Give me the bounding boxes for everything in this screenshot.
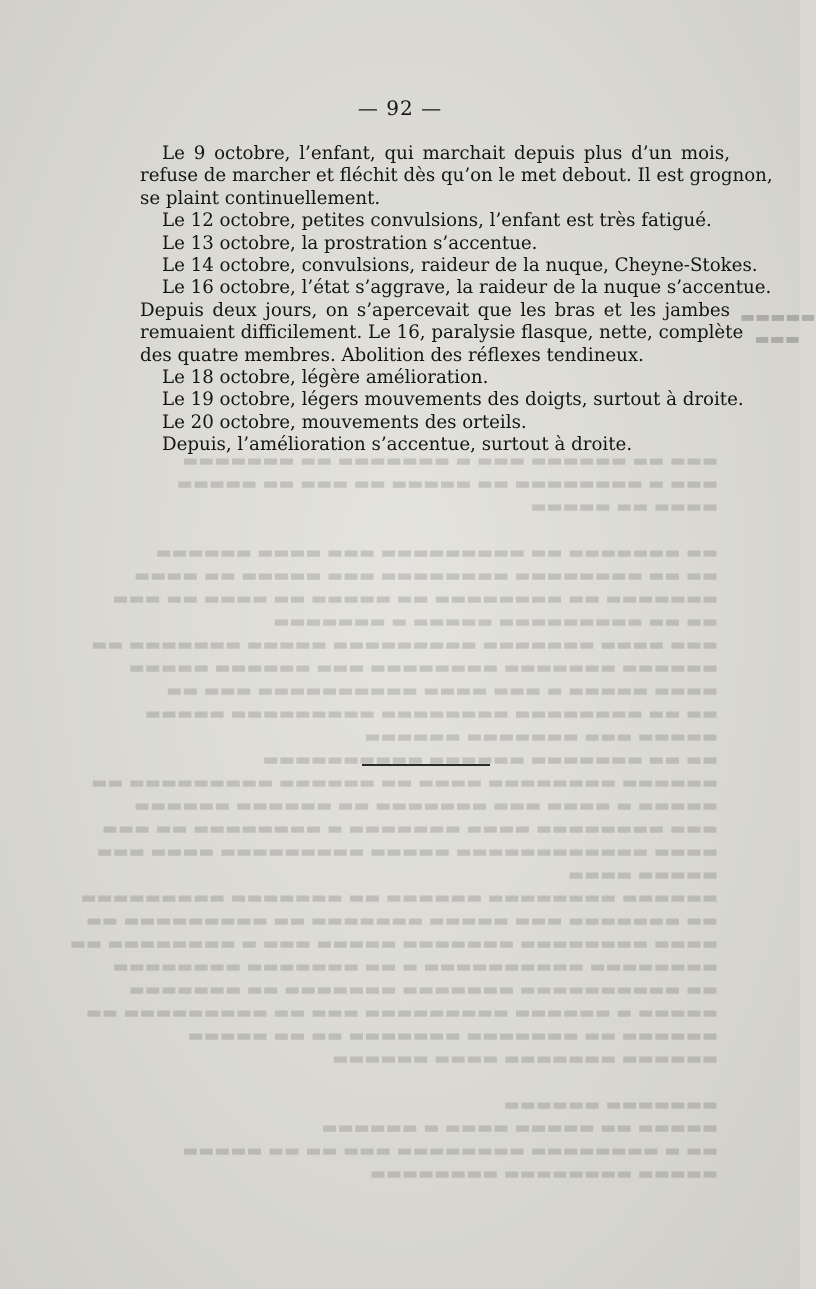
text-line: des quatre membres. Abolition des réflexes tendineux. <box>140 344 644 366</box>
text-line: Le 16 octobre, l’état s’aggrave, la raideur de la nuque s’accentue. <box>162 277 772 299</box>
text-line: Le 20 octobre, mouvements des orteils. <box>162 411 527 433</box>
text-line: Le 12 octobre, petites convulsions, l’enfant est très fatigué. <box>162 210 712 232</box>
text-line: remuaient difficilement. Le 16, paralysie flasque, nette, complète <box>140 322 744 344</box>
text-line: Depuis deux jours, on s’apercevait que les bras et les jambes <box>140 299 730 321</box>
body-text <box>140 143 773 457</box>
text-line: refuse de marcher et fléchit dès qu’on le met debout. Il est grognon, <box>140 165 773 187</box>
text-line: Le 9 octobre, l’enfant, qui marchait depuis plus d’un mois, <box>162 143 730 164</box>
text-line: Le 14 octobre, convulsions, raideur de la nuque, Cheyne-Stokes. <box>162 255 758 277</box>
text-line: se plaint continuellement. <box>140 187 381 209</box>
text-line: Depuis, l’amélioration s’accentue, surtout à droite. <box>162 434 633 456</box>
show-through-texture: ▬▬▬ ▬▬ ▬▬▬▬▬▬ ▬▬▬ ▬ ▬▬▬▬▬▬▬ ▬▬ ▬▬▬▬▬▬▬ ▬▬▬ ▬ ▬▬▬▬▬▬▬▬ ▬▬ ▬▬▬▬▬ ▬▬ ▬▬▬ ▬▬ ▬▬▬▬▬ ▬▬▬▬ ▬▬ ▬▬▬▬▬ ▬▬ ▬▬▬▬▬▬▬ ▬▬ ▬▬▬▬▬▬▬▬▬ ▬▬▬ ▬▬▬▬ ▬▬▬▬▬▬ ▬▬ ▬▬ ▬▬▬▬▬▬▬▬ ▬▬▬▬▬▬▬▬ ▬▬▬ ▬▬▬▬▬ ▬▬ ▬▬▬▬ ▬▬▬▬▬▬▬ ▬▬ ▬▬▬▬▬▬▬▬ ▬▬ ▬▬▬▬▬ ▬▬ ▬▬▬▬ ▬▬ ▬▬▬ ▬▬ ▬▬ ▬▬▬▬▬▬▬▬▬ ▬▬▬▬▬ ▬ ▬▬▬▬▬▬▬ ▬▬▬ ▬▬▬▬ ▬▬▬▬▬▬▬ ▬▬▬▬▬▬▬▬▬ ▬▬▬▬▬ ▬▬▬▬▬▬▬ ▬▬ ▬▬▬▬▬▬ ▬▬▬▬▬▬▬ ▬▬▬▬▬▬▬▬ ▬▬▬ ▬▬▬▬▬▬ ▬▬▬▬▬ ▬▬▬▬ ▬▬▬▬▬ ▬ ▬▬▬ ▬▬▬▬ ▬▬▬▬▬▬▬▬▬▬ ▬▬▬ ▬▬ ▬▬ ▬▬ ▬▬▬▬▬▬▬▬ ▬▬▬▬▬▬▬▬ ▬▬▬▬▬▬▬▬▬ ▬▬▬▬▬ ▬▬▬▬▬ ▬▬▬ ▬▬▬▬▬▬▬ ▬▬▬▬▬▬ ▬▬ ▬▬ ▬▬▬▬▬▬▬ ▬▬▬▬▬▬ ▬▬▬▬▬▬▬▬▬▬ ▬▬▬▬▬▬ ▬▬▬▬▬▬▬▬ ▬▬▬▬ ▬▬ ▬▬▬▬▬▬ ▬▬▬▬▬▬▬▬▬ ▬▬ ▬▬▬▬▬ ▬ ▬▬▬▬ ▬▬▬ ▬▬▬▬▬▬▬ ▬▬ ▬▬▬▬▬▬ ▬▬▬▬▬▬ ▬▬▬ ▬▬▬▬▬▬▬▬ ▬▬▬▬ ▬▬▬▬▬▬▬ ▬ ▬▬▬▬▬▬▬▬ ▬▬ ▬▬▬ ▬▬▬▬ ▬▬▬▬▬▬▬▬▬▬▬▬ ▬▬▬▬▬ ▬▬▬▬▬▬▬▬▬ ▬▬▬▬ ▬▬▬ ▬▬▬▬▬ ▬▬▬▬ ▬▬▬▬▬▬ ▬▬▬▬▬▬▬▬ ▬▬▬▬▬▬ ▬▬ ▬▬▬▬▬▬▬ ▬▬▬▬▬▬▬▬▬ ▬▬ ▬▬▬▬▬▬▬ ▬▬▬ ▬▬▬▬▬ ▬▬▬▬▬▬▬ ▬▬ ▬▬▬▬▬▬▬▬▬ ▬▬ ▬▬▬▬ ▬▬▬▬▬▬▬▬ ▬▬▬▬▬▬▬ ▬▬▬▬▬ ▬▬▬ ▬ ▬▬▬▬▬▬▬▬ ▬▬ ▬▬▬▬▬▬▬▬ ▬▬▬▬▬▬▬▬▬▬ ▬ ▬▬ ▬▬▬▬▬▬▬ ▬▬▬▬▬▬▬▬ ▬▬ ▬▬▬▬▬▬▬▬▬▬ ▬▬▬▬▬▬▬ ▬▬▬▬▬▬▬ ▬▬ ▬▬▬▬▬▬▬ ▬▬▬▬▬ ▬ ▬▬▬▬▬▬ ▬▬▬▬▬▬▬▬▬ ▬▬▬ ▬▬ ▬▬▬▬▬▬▬▬▬ ▬▬ ▬▬▬▬▬▬ ▬▬ ▬▬▬▬▬▬▬ ▬▬▬▬▬▬▬ ▬▬ ▬▬ ▬▬▬▬▬ ▬▬▬▬▬▬ ▬▬▬▬▬▬▬ ▬▬▬▬ ▬▬▬▬▬▬ ▬▬▬▬▬▬▬ ▬▬▬▬▬▬ ▬▬▬▬▬ ▬▬ ▬▬▬▬▬ ▬▬▬▬ ▬ ▬▬▬▬▬▬ ▬▬ ▬ ▬▬▬▬▬▬▬▬ ▬▬▬▬▬▬▬▬ ▬▬▬ ▬▬ ▬▬ ▬▬▬▬▬ ▬▬▬▬▬ ▬▬▬▬▬▬▬▬ ▬▬▬▬▬▬▬▬ <box>69 451 718 1184</box>
text-line: Le 18 octobre, légère amélioration. <box>162 367 489 389</box>
page-number: — 92 — <box>357 96 443 120</box>
adjacent-page-bleed: ▬▬▬▬▬ ▬▬▬ <box>740 307 816 348</box>
text-line: Le 13 octobre, la prostration s’accentue. <box>162 232 538 254</box>
text-line: Le 19 octobre, légers mouvements des doigts, surtout à droite. <box>162 389 744 411</box>
section-divider <box>362 764 490 766</box>
